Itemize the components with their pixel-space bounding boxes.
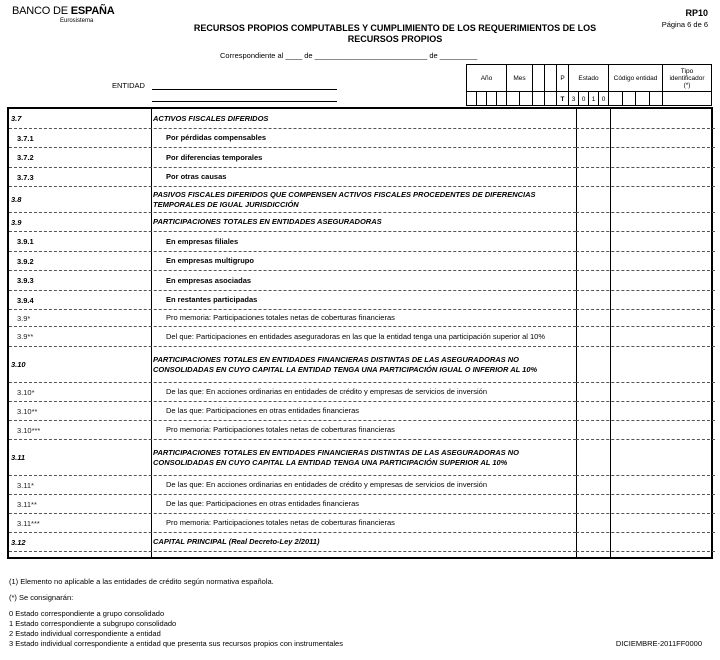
period-line[interactable]: Correspondiente al ____ de ___________________________ de _________ xyxy=(220,51,478,60)
value-cell[interactable] xyxy=(576,213,715,232)
table-row xyxy=(9,327,576,347)
value-cell[interactable] xyxy=(576,495,715,514)
value-cell[interactable] xyxy=(576,232,715,252)
table-row xyxy=(9,232,576,252)
value-cell[interactable] xyxy=(576,271,715,291)
table-row xyxy=(9,514,576,533)
status-digit-cell: 3 xyxy=(569,92,579,106)
entity-label: ENTIDAD xyxy=(112,81,145,90)
row-description: En empresas filiales xyxy=(166,236,239,246)
month-header: Mes xyxy=(507,65,533,91)
p-header: P xyxy=(557,65,569,91)
entity-code-cell[interactable] xyxy=(623,92,637,106)
row-code: 3.7.3 xyxy=(17,172,34,182)
row-code: 3.9.2 xyxy=(17,256,34,266)
table-row xyxy=(9,129,576,148)
row-description: Por pérdidas compensables xyxy=(166,133,267,142)
entity-field-line-1[interactable] xyxy=(152,89,337,90)
table-row xyxy=(9,271,576,291)
value-cell[interactable] xyxy=(576,476,715,495)
month-cell[interactable] xyxy=(520,92,533,106)
row-code: 3.9 xyxy=(11,217,22,227)
row-code: 3.11* xyxy=(17,480,34,490)
row-code: 3.10*** xyxy=(17,425,41,435)
status-option-1: 1 Estado correspondiente a subgrupo consolidado xyxy=(9,619,177,628)
value-cell[interactable] xyxy=(576,533,715,552)
row-code: 3.12 xyxy=(11,537,26,547)
value-cell[interactable] xyxy=(576,347,715,383)
table-row xyxy=(9,310,576,327)
row-code: 3.10* xyxy=(17,387,35,397)
table-row xyxy=(9,533,576,552)
value-cell[interactable] xyxy=(576,402,715,421)
row-code: 3.9* xyxy=(17,313,31,323)
table-row xyxy=(9,168,576,187)
blank-cell[interactable] xyxy=(545,92,557,106)
year-cell[interactable] xyxy=(487,92,497,106)
table-row xyxy=(9,213,576,232)
table-row xyxy=(9,148,576,168)
value-cell[interactable] xyxy=(576,252,715,271)
id-type-line-3: (*) xyxy=(683,81,691,89)
row-description: PARTICIPACIONES TOTALES EN ENTIDADES FINANCIERAS DISTINTAS DE LAS ASEGURADORAS NO CONSOLIDADAS EN CUYO CAPITAL LA ENTIDAD TENGA UNA PARTICIPACIÓN IGUAL O INFERIOR AL 10% xyxy=(153,354,538,374)
logo-subtext: Eurosistema xyxy=(60,18,94,24)
status-header: Estado xyxy=(569,65,609,91)
row-code: 3.7.1 xyxy=(17,133,34,143)
footnote-2: (*) Se consignarán: xyxy=(9,593,74,602)
table-row xyxy=(9,109,576,129)
row-code: 3.7 xyxy=(11,114,22,123)
row-description: Por diferencias temporales xyxy=(166,152,263,162)
logo-text-bold: ESPAÑA xyxy=(70,5,115,17)
value-cell[interactable] xyxy=(576,327,715,347)
page-number: Página 6 de 6 xyxy=(661,20,708,29)
row-code: 3.9.3 xyxy=(17,276,34,285)
table-row xyxy=(9,495,576,514)
title-line-1: RECURSOS PROPIOS COMPUTABLES Y CUMPLIMIENTO DE LOS REQUERIMIENTOS DE LOS xyxy=(193,23,597,33)
table-row xyxy=(9,252,576,271)
footnotes xyxy=(9,577,343,649)
row-description: De las que: En acciones ordinarias en entidades de crédito y empresas de servicios de inversión xyxy=(166,480,488,489)
row-code: 3.9** xyxy=(17,332,34,341)
value-cell[interactable] xyxy=(576,168,715,187)
status-digit-cell: 0 xyxy=(579,92,589,106)
id-type-cell[interactable] xyxy=(663,92,711,106)
value-cell[interactable] xyxy=(576,310,715,327)
blank-header xyxy=(533,65,545,91)
bank-logo xyxy=(12,5,115,24)
data-table xyxy=(7,107,713,559)
status-option-2: 2 Estado individual correspondiente a entidad xyxy=(9,629,161,638)
status-digit-cell: 0 xyxy=(599,92,609,106)
row-code: 3.11** xyxy=(17,499,37,509)
row-description: PARTICIPACIONES TOTALES EN ENTIDADES ASEGURADORAS xyxy=(153,217,382,226)
row-code: 3.10 xyxy=(11,360,26,369)
row-description: De las que: En acciones ordinarias en entidades de crédito y empresas de servicios de inversión xyxy=(166,387,488,396)
row-code: 3.9.4 xyxy=(17,295,34,305)
value-cell[interactable] xyxy=(576,187,715,213)
row-description: En empresas multigrupo xyxy=(166,256,254,265)
row-description: Pro memoria: Participaciones totales netas de coberturas financieras xyxy=(166,425,395,434)
year-cell[interactable] xyxy=(477,92,487,106)
table-row xyxy=(9,347,576,383)
row-description: Pro memoria: Participaciones totales netas de coberturas financieras xyxy=(166,518,395,527)
year-cell[interactable] xyxy=(497,92,507,106)
row-description: ACTIVOS FISCALES DIFERIDOS xyxy=(153,113,269,123)
table-row xyxy=(9,383,576,402)
status-option-0: 0 Estado correspondiente a grupo consolidado xyxy=(9,609,165,618)
row-description: En empresas asociadas xyxy=(166,275,252,285)
value-cell[interactable] xyxy=(576,514,715,533)
row-description: Por otras causas xyxy=(166,172,227,181)
value-cell[interactable] xyxy=(576,440,715,476)
entity-code-cell[interactable] xyxy=(609,92,623,106)
status-option-3: 3 Estado individual correspondiente a entidad que presenta sus recursos propios con instrumentales xyxy=(9,639,343,648)
row-description: En restantes participadas xyxy=(166,295,258,304)
id-value-row xyxy=(467,91,711,105)
logo-text-prefix: BANCO DE xyxy=(12,5,71,17)
value-cell[interactable] xyxy=(576,291,715,310)
footnote-1: (1) Elemento no aplicable a las entidades de crédito según normativa española. xyxy=(9,577,274,586)
id-type-line-2: identificador xyxy=(669,74,705,82)
entity-code-cell[interactable] xyxy=(650,92,664,106)
page-title xyxy=(160,23,630,45)
row-code: 3.11 xyxy=(11,453,26,462)
form-code: RP10 xyxy=(685,8,708,18)
year-cell[interactable] xyxy=(467,92,477,106)
row-code: 3.9.1 xyxy=(17,237,34,246)
row-description: PASIVOS FISCALES DIFERIDOS QUE COMPENSEN ACTIVOS FISCALES PROCEDENTES DE DIFERENCIAS TEMPORALES DE IGUAL JURISDICCIÓN xyxy=(153,189,536,209)
table-row xyxy=(9,187,576,213)
value-cell[interactable] xyxy=(576,109,715,129)
row-code: 3.7.2 xyxy=(17,153,34,162)
row-code: 3.11*** xyxy=(17,518,40,528)
identification-grid xyxy=(466,64,712,106)
title-line-2: RECURSOS PROPIOS xyxy=(347,34,443,44)
value-cell[interactable] xyxy=(576,383,715,402)
table-row xyxy=(9,421,576,440)
entity-code-header: Código entidad xyxy=(609,65,663,91)
row-code: 3.10** xyxy=(17,406,38,416)
form-identifier xyxy=(662,8,708,29)
row-code: 3.8 xyxy=(11,195,22,204)
year-header: Año xyxy=(467,65,507,91)
value-cell[interactable] xyxy=(576,148,715,168)
id-type-header xyxy=(663,65,711,91)
table-row xyxy=(9,476,576,495)
value-cell[interactable] xyxy=(576,129,715,148)
month-cell[interactable] xyxy=(507,92,520,106)
blank-cell[interactable] xyxy=(533,92,545,106)
entity-code-cell[interactable] xyxy=(636,92,650,106)
table-row xyxy=(9,402,576,421)
row-description: Del que: Participaciones en entidades aseguradoras en las que la entidad tenga una participación superior al 10% xyxy=(166,331,546,341)
row-description: De las que: Participaciones en otras entidades financieras xyxy=(166,499,360,508)
status-digit-cell: 1 xyxy=(589,92,599,106)
entity-field-line-2[interactable] xyxy=(152,101,337,102)
id-type-line-1: Tipo xyxy=(680,67,694,75)
row-description: Pro memoria: Participaciones totales netas de coberturas financieras xyxy=(166,313,395,322)
row-description: PARTICIPACIONES TOTALES EN ENTIDADES FINANCIERAS DISTINTAS DE LAS ASEGURADORAS NO CONSOLIDADAS EN CUYO CAPITAL LA ENTIDAD TENGA UNA PARTICIPACIÓN SUPERIOR AL 10% xyxy=(153,447,519,467)
p-cell: T xyxy=(557,92,569,106)
row-description: CAPITAL PRINCIPAL (Real Decreto-Ley 2/2011) xyxy=(153,537,320,546)
table-row xyxy=(9,440,576,476)
row-description: De las que: Participaciones en otras entidades financieras xyxy=(166,406,360,415)
value-cell[interactable] xyxy=(576,421,715,440)
table-row xyxy=(9,291,576,310)
blank-header xyxy=(545,65,557,91)
version-code: DICIEMBRE-2011FF0000 xyxy=(615,639,702,648)
